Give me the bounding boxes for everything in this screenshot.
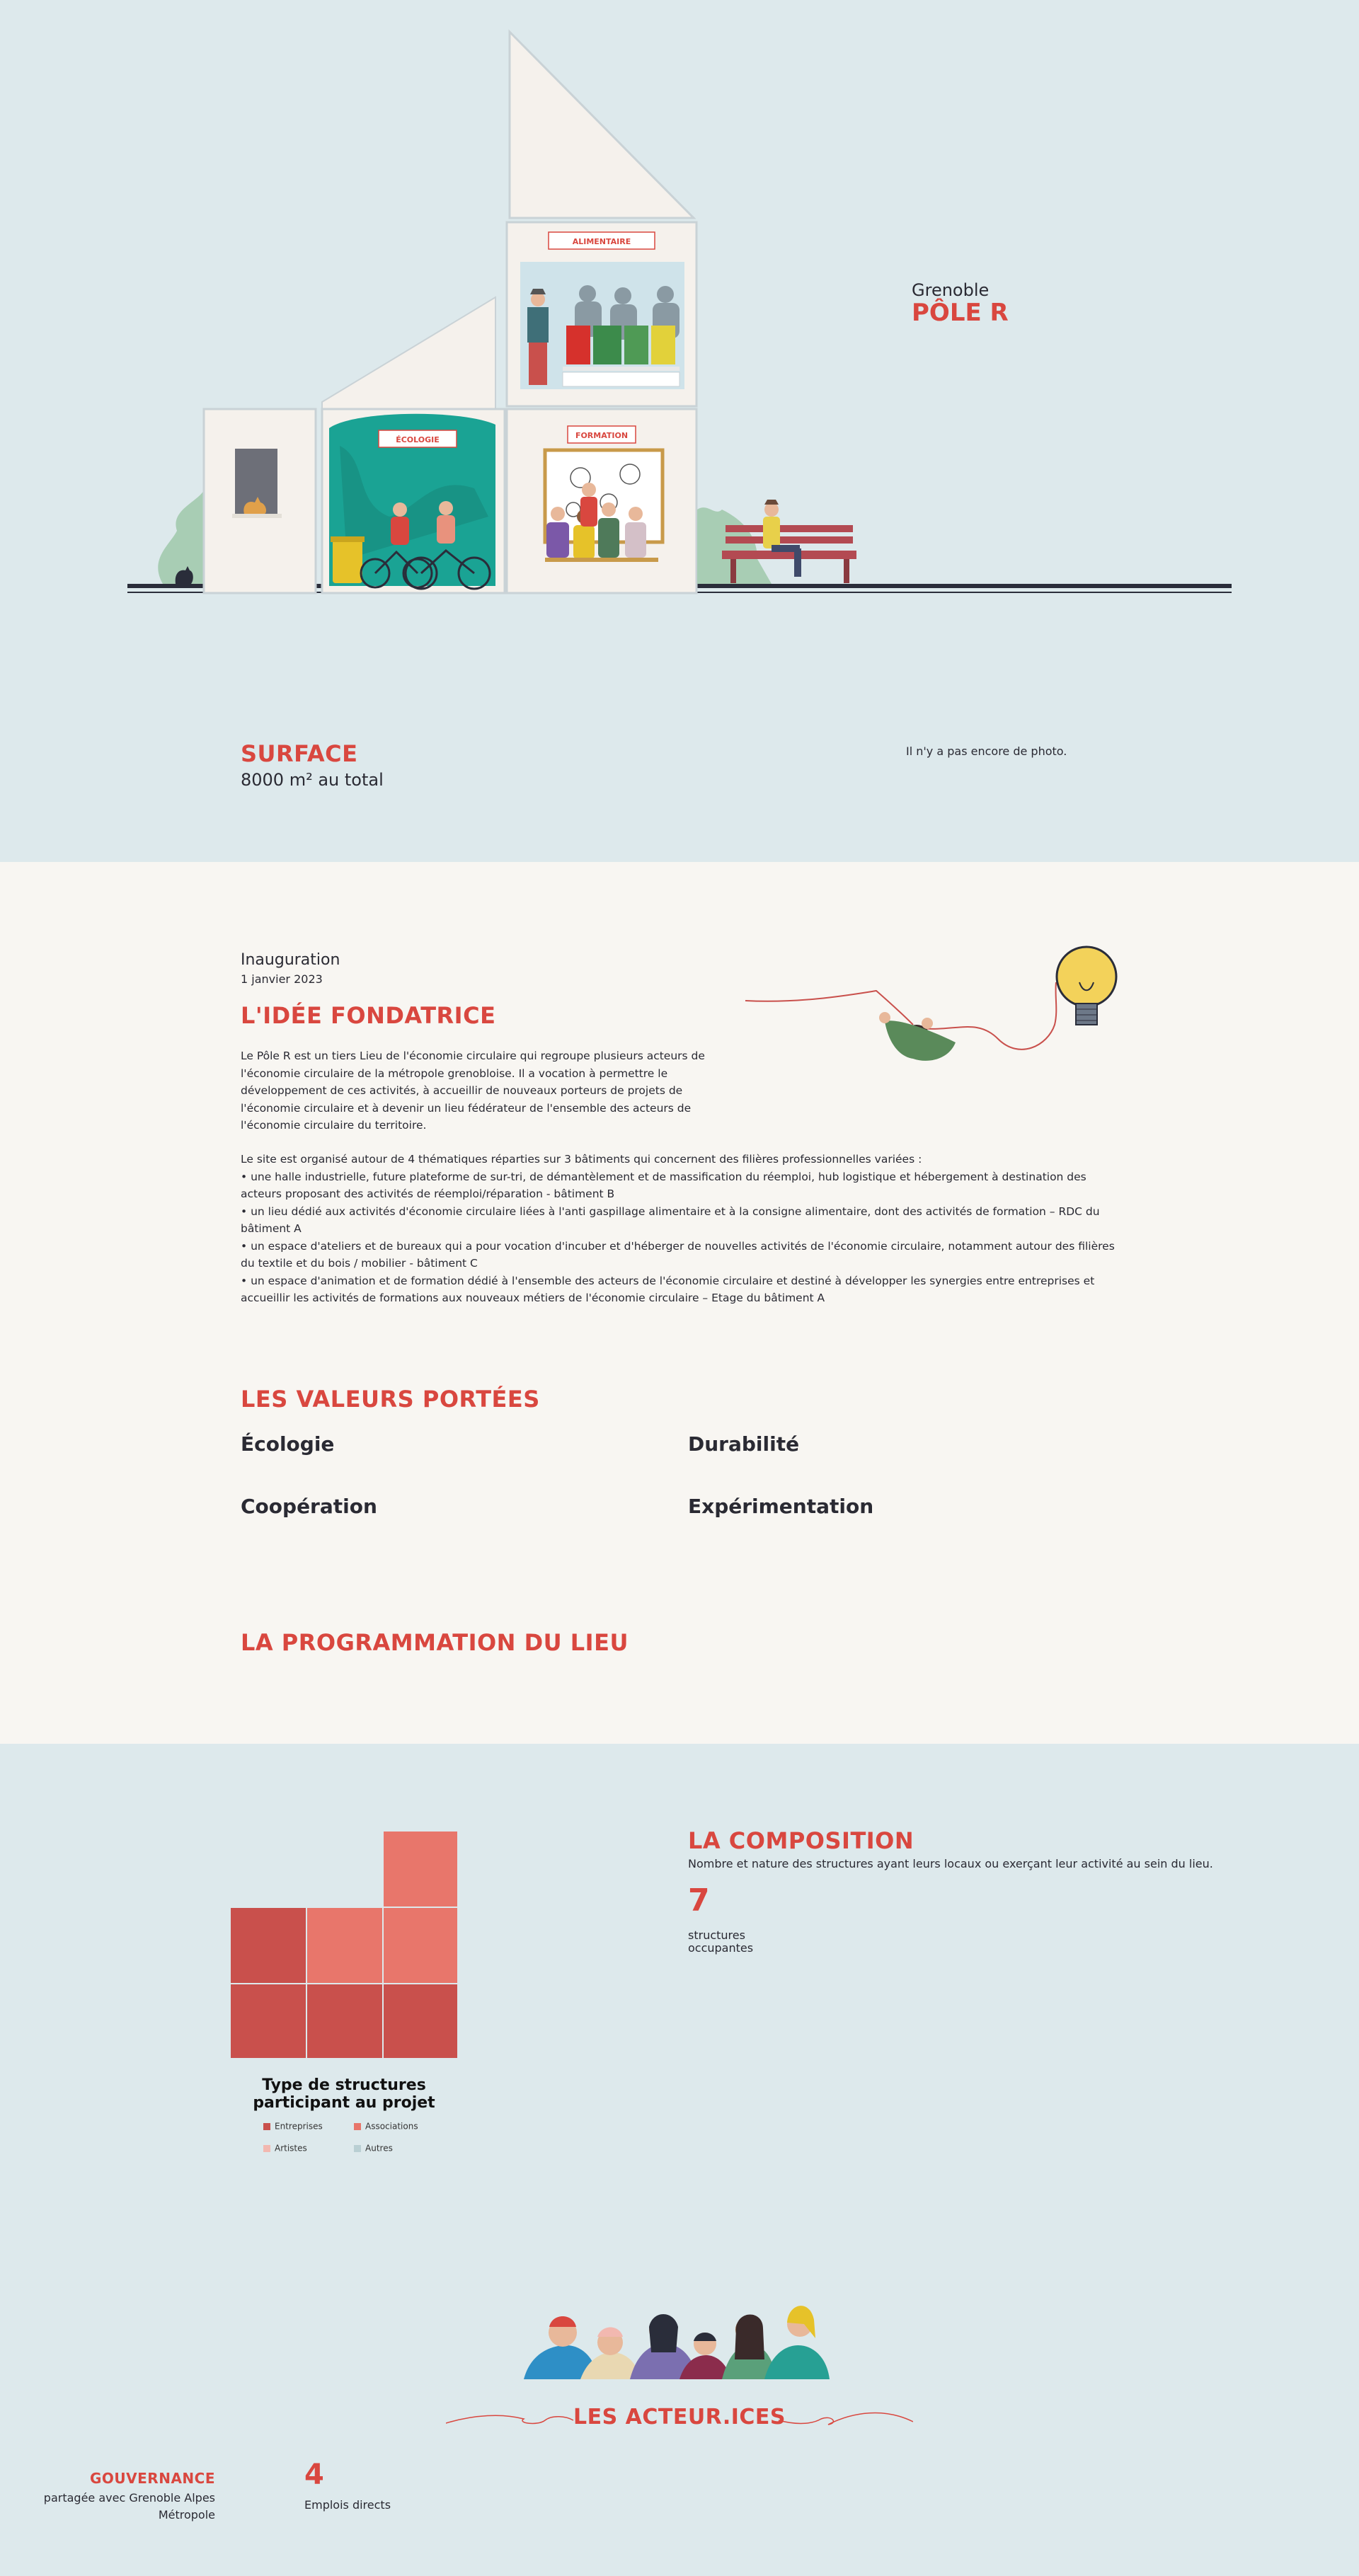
surface-value: 8000 m² au total — [241, 770, 384, 790]
structures-count: 7 — [688, 1882, 711, 1919]
governance-line-2: Métropole — [158, 2508, 215, 2522]
chart-title-line-1: Type de structures — [262, 2076, 426, 2094]
composition-subtitle: Nombre et nature des structures ayant leurs locaux ou exerçant leur activité au sein du lieu. — [688, 1857, 1213, 1870]
no-photo-text: Il n'y a pas encore de photo. — [906, 744, 1067, 758]
city-name: Grenoble — [912, 280, 990, 300]
programmation-title: LA PROGRAMMATION DU LIEU — [241, 1629, 629, 1656]
governance-text — [28, 2490, 215, 2524]
idea-bullet-4: • un espace d'animation et de formation dédié à l'ensemble des acteurs de l'économie circulaire et destiné à développer les synergies entre entreprises et accueillir les activités de formations aux nouveaux métiers de l'économie circulaire – Etage du bâtiment A — [241, 1274, 1095, 1304]
legend-item-associations: Associations — [354, 2119, 445, 2132]
tile-entreprises — [231, 1908, 306, 1983]
inauguration-date: 1 janvier 2023 — [241, 972, 323, 986]
idea-bullet-2: • un lieu dédié aux activités d'économie circulaire liées à l'anti gaspillage alimentaire et à la consigne alimentaire, dont des activités de formation – RDC du bâtiment A — [241, 1204, 1100, 1235]
values-title: LES VALEURS PORTÉES — [241, 1386, 540, 1413]
idea-bullet-3: • un espace d'ateliers et de bureaux qui a pour vocation d'incuber et d'héberger de nouvelles activités de l'économie circulaire, notamment autour des filières du textile et du bois / mobilier - bâtiment C — [241, 1239, 1115, 1270]
legend-item-autres: Autres — [354, 2141, 445, 2154]
surface-title: SURFACE — [241, 740, 358, 767]
actors-title: LES ACTEUR.ICES — [573, 2405, 786, 2430]
building-illustration — [120, 21, 1246, 609]
idea-bullet-1: • une halle industrielle, future plateforme de sur-tri, de démantèlement et de massification du réemploi, hub logistique et hébergement à destination des acteurs proposant des activités de réemploi/réparation - bâtiment B — [241, 1170, 1086, 1200]
value-experimentation: Expérimentation — [688, 1495, 874, 1518]
sign-formation: FORMATION — [575, 431, 629, 440]
hero-section — [0, 0, 1359, 862]
idea-paragraph-2-intro: Le site est organisé autour de 4 thématiques réparties sur 3 bâtiments qui concernent des filières professionnelles variées : — [241, 1153, 922, 1166]
value-cooperation: Coopération — [241, 1495, 377, 1518]
governance-line-1: partagée avec Grenoble Alpes — [43, 2491, 215, 2505]
value-ecologie: Écologie — [241, 1432, 335, 1456]
tile-entreprises — [384, 1984, 457, 2058]
value-durabilite: Durabilité — [688, 1432, 800, 1456]
chart-legend — [263, 2119, 447, 2154]
tile-associations — [384, 1832, 457, 1907]
chart-title-line-2: participant au projet — [253, 2094, 435, 2112]
count-label-line-1: structures — [688, 1928, 745, 1942]
idea-section — [0, 862, 1359, 1744]
legend-item-entreprises: Entreprises — [263, 2119, 354, 2132]
composition-section — [0, 1744, 1359, 2576]
lightbulb-illustration — [743, 940, 1140, 1124]
jobs-count: 4 — [304, 2459, 325, 2491]
composition-title: LA COMPOSITION — [688, 1827, 914, 1854]
count-label-line-2: occupantes — [688, 1941, 754, 1955]
jobs-label: Emplois directs — [304, 2498, 391, 2512]
governance-title: GOUVERNANCE — [90, 2470, 215, 2487]
sign-ecologie: ÉCOLOGIE — [396, 435, 440, 444]
tile-entreprises — [231, 1984, 306, 2058]
idea-paragraph-1: Le Pôle R est un tiers Lieu de l'économie circulaire qui regroupe plusieurs acteurs de l'économie circulaire de la métropole grenobloise. Il a vocation à permettre le développement de ces activités, à accueillir de nouveaux porteurs de projets de l'économie circulaire et à devenir un lieu fédérateur de l'ensemble des acteurs de l'économie circulaire du territoire. — [241, 1050, 705, 1132]
idea-title: L'IDÉE FONDATRICE — [241, 1002, 496, 1029]
actors-illustration — [524, 2296, 849, 2381]
place-name: PÔLE R — [912, 299, 1009, 327]
chart-title — [231, 2076, 457, 2112]
tile-associations — [307, 1908, 382, 1983]
tile-entreprises — [307, 1984, 382, 2058]
legend-item-artistes: Artistes — [263, 2141, 354, 2154]
sign-alimentaire: ALIMENTAIRE — [572, 237, 631, 246]
idea-paragraph-2 — [241, 1151, 1122, 1307]
structures-tile-chart — [231, 1832, 457, 2058]
tile-associations — [384, 1908, 457, 1983]
structures-count-label — [688, 1929, 753, 1955]
inauguration-label: Inauguration — [241, 951, 340, 969]
